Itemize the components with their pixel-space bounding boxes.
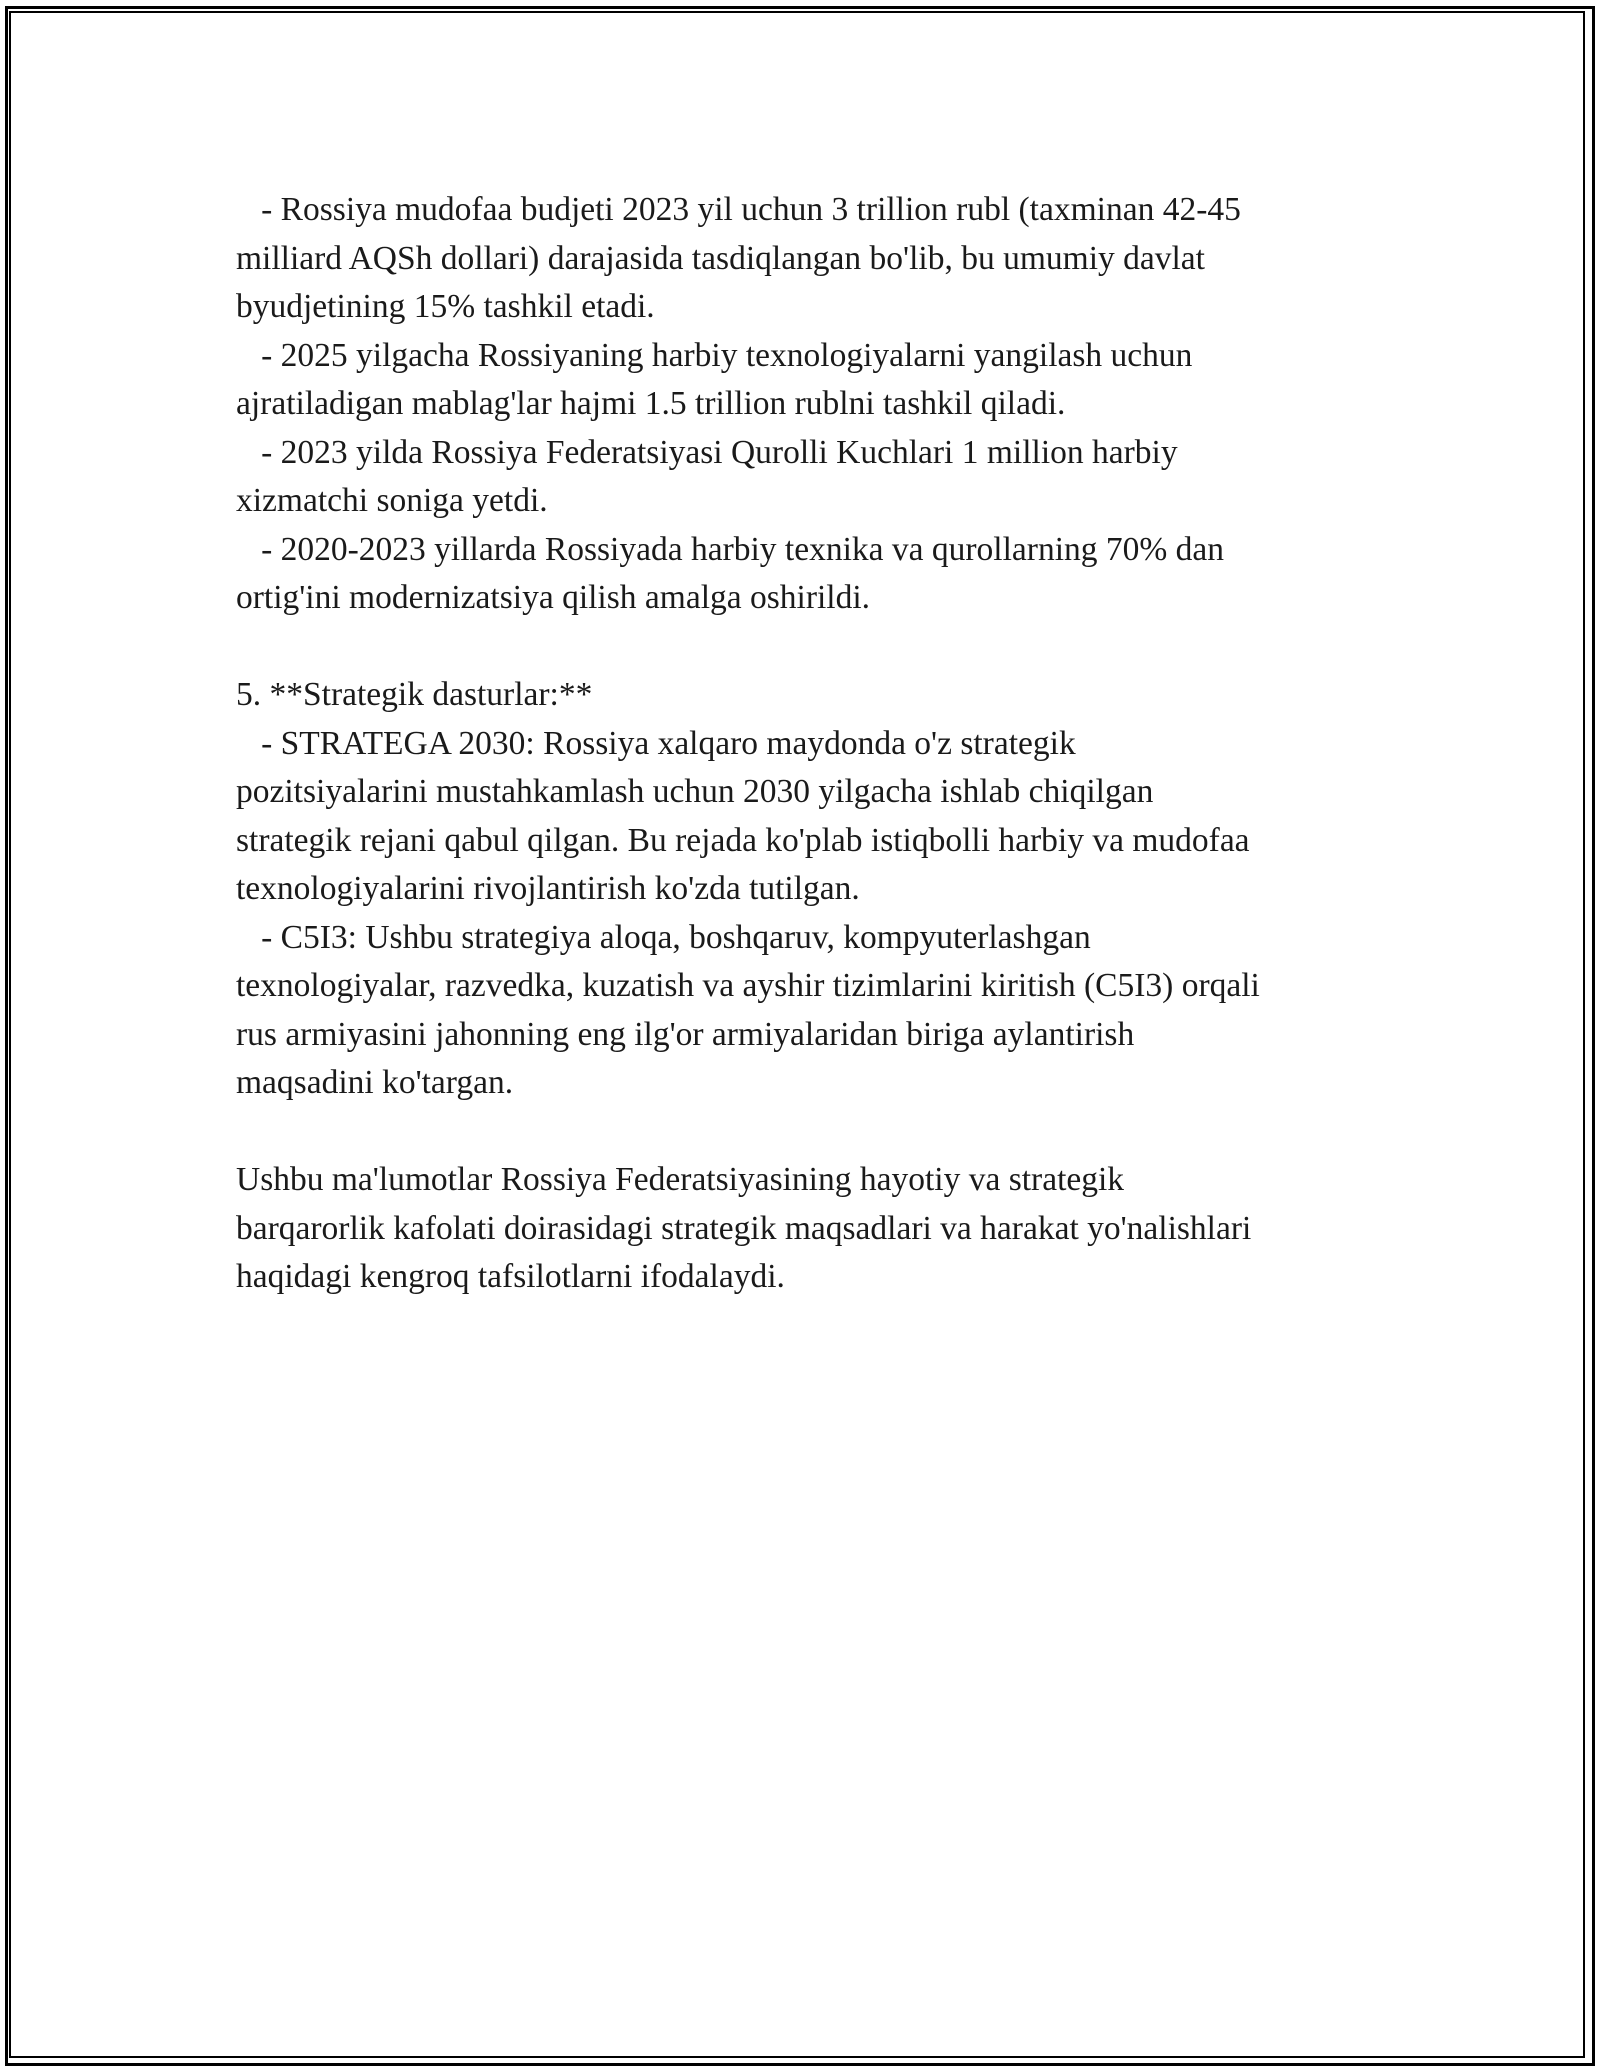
text-line: maqsadini ko'targan. bbox=[236, 1064, 514, 1101]
text-line: - 2025 yilgacha Rossiyaning harbiy texnologiyalarni yangilash uchun bbox=[236, 336, 1193, 374]
text-line: - 2020-2023 yillarda Rossiyada harbiy texnika va qurollarning 70% dan bbox=[236, 530, 1225, 568]
text-line: byudjetining 15% tashkil etadi. bbox=[236, 288, 655, 325]
text-line: texnologiyalarini rivojlantirish ko'zda tutilgan. bbox=[236, 870, 860, 907]
text-line: ortig'ini modernizatsiya qilish amalga oshirildi. bbox=[236, 579, 871, 616]
text-line: milliard AQSh dollari) darajasida tasdiqlangan bo'lib, bu umumiy davlat bbox=[236, 239, 1205, 277]
text-line: - STRATEGA 2030: Rossiya xalqaro maydonda o'z strategik bbox=[236, 724, 1076, 762]
section-heading: 5. **Strategik dasturlar:** bbox=[236, 676, 593, 713]
paragraph-spacer bbox=[236, 623, 1386, 672]
text-line: xizmatchi soniga yetdi. bbox=[236, 482, 548, 519]
text-line: texnologiyalar, razvedka, kuzatish va ayshir tizimlarini kiritish (C5I3) orqali bbox=[236, 967, 1260, 1004]
text-line: pozitsiyalarini mustahkamlash uchun 2030 yilgacha ishlab chiqilgan bbox=[236, 773, 1154, 810]
text-line: haqidagi kengroq tafsilotlarni ifodalaydi. bbox=[236, 1258, 785, 1295]
text-line: - C5I3: Ushbu strategiya aloqa, boshqaruv, kompyuterlashgan bbox=[236, 918, 1091, 956]
paragraph-spacer bbox=[236, 1108, 1386, 1157]
text-line: strategik rejani qabul qilgan. Bu rejada ko'plab istiqbolli harbiy va mudofaa bbox=[236, 821, 1250, 859]
document-body bbox=[236, 186, 1386, 1302]
text-line: - 2023 yilda Rossiya Federatsiyasi Qurolli Kuchlari 1 million harbiy bbox=[236, 433, 1178, 471]
text-line: barqarorlik kafolati doirasidagi strategik maqsadlari va harakat yo'nalishlari bbox=[236, 1209, 1252, 1247]
text-line: - Rossiya mudofaa budjeti 2023 yil uchun 3 trillion rubl (taxminan 42-45 bbox=[236, 191, 1241, 228]
text-line: rus armiyasini jahonning eng ilg'or armiyalaridan biriga aylantirish bbox=[236, 1015, 1135, 1053]
text-line: Ushbu ma'lumotlar Rossiya Federatsiyasining hayotiy va strategik bbox=[236, 1161, 1125, 1198]
text-line: ajratiladigan mablag'lar hajmi 1.5 trillion rublni tashkil qiladi. bbox=[236, 385, 1066, 422]
